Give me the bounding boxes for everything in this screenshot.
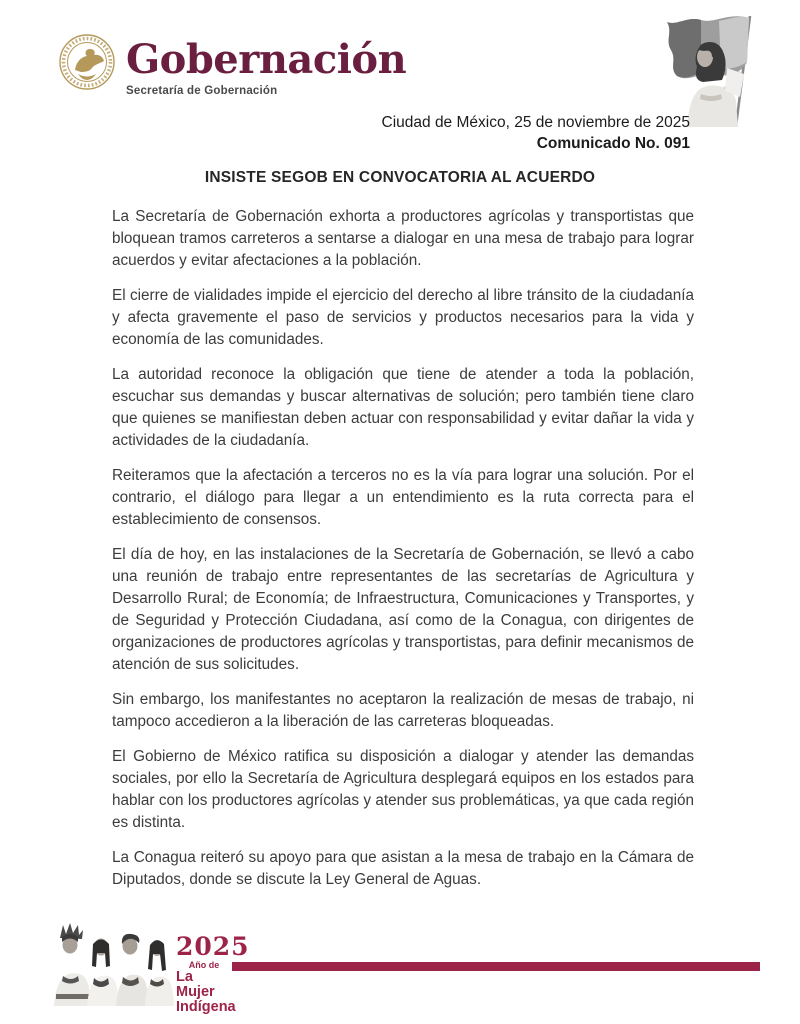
logo-subtitle: Secretaría de Gobernación (126, 85, 278, 97)
footer-accent-rule (232, 962, 760, 971)
paragraph: El Gobierno de México ratifica su disposición a dialogar y atender las demandas sociales, por ello la Secretaría de Agricultura desplegará equipos en los estados para hablar con los productores agrícolas y atender sus problemáticas, ya que cada región es distinta. (112, 748, 694, 831)
logo-text-block (126, 30, 406, 97)
paragraph: El día de hoy, en las instalaciones de la Secretaría de Gobernación, se llevó a cabo una reunión de trabajo entre representantes de las secretarías de Agricultura y Desarrollo Rural; de Economía; de Infraestructura, Comunicaciones y Transportes, y de Seguridad y Protección Ciudadana, así como de la Conagua, con dirigentes de organizaciones de productores agrícolas y transportistas, para definir mecanismos de atención de sus solicitudes. (112, 546, 694, 673)
paragraph: La autoridad reconoce la obligación que tiene de atender a toda la población, escuchar sus demandas y buscar alternativas de solución; pero también tiene claro que quienes se manifiestan deben actuar con responsabilidad y evitar dañar la vida y actividades de la ciudadanía. (112, 366, 694, 449)
dateline: Ciudad de México, 25 de noviembre de 2025 (381, 114, 690, 131)
meta-block (382, 112, 690, 154)
document-body (112, 206, 694, 904)
four-indigenous-women-image (50, 920, 178, 1006)
paragraph: El cierre de vialidades impide el ejercicio del derecho al libre tránsito de la ciudadanía y afecta gravemente el paso de servicios y productos necesarios para la vida y economía de las comunidades. (112, 287, 694, 348)
footer-year: 2025 (176, 932, 250, 961)
paragraph: La Conagua reiteró su apoyo para que asistan a la mesa de trabajo en la Cámara de Diputados, donde se discute la Ley General de Aguas. (112, 849, 694, 888)
comunicado-number: Comunicado No. 091 (536, 135, 690, 152)
footer-tagline-line2: Indígena (176, 999, 236, 1015)
paragraph: Sin embargo, los manifestantes no aceptaron la realización de mesas de trabajo, ni tampoco accedieron a la liberación de las carreteras bloqueadas. (112, 691, 694, 730)
woman-with-flag-illustration (656, 10, 766, 128)
year-emblem-2025 (176, 932, 250, 1015)
document-title: INSISTE SEGOB EN CONVOCATORIA AL ACUERDO (204, 169, 596, 186)
footer-tagline-line1: La Mujer (176, 969, 215, 1000)
footer-tagline-pre: Año de (188, 960, 220, 970)
paragraph: La Secretaría de Gobernación exhorta a productores agrícolas y transportistas que bloquean tramos carreteros a sentarse a dialogar en una mesa de trabajo para lograr acuerdos y evitar afectaciones a la población. (112, 208, 694, 269)
gobernacion-header (58, 30, 406, 97)
mexican-coat-of-arms-seal-icon (58, 30, 116, 94)
paragraph: Reiteramos que la afectación a terceros no es la vía para lograr una solución. Por el contrario, el diálogo para llegar a un entendimiento es la ruta correcta para el establecimiento de consensos. (112, 467, 694, 528)
gobernacion-wordmark: Gobernación (126, 36, 407, 83)
